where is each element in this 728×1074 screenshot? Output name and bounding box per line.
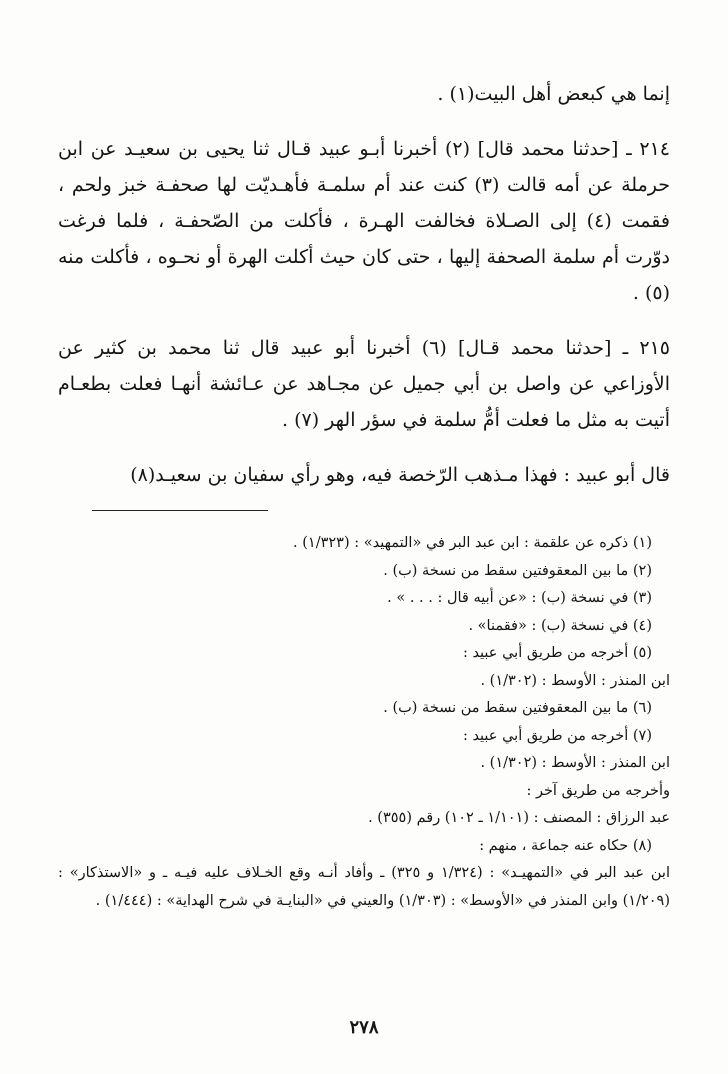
footnotes [58, 530, 670, 915]
footnote-7-source-2: عبد الرزاق : المصنف : (١/١٠١ ـ ١٠٢) رقم (٣٥٥) . [368, 810, 670, 826]
page-number: ٢٧٨ [349, 1017, 379, 1038]
main-text [58, 76, 670, 512]
footnote-7-source: ابن المنذر : الأوسط : (١/٣٠٢) . [480, 755, 670, 771]
paragraph-215: ٢١٥ ـ [حدثنا محمد قـال] (٦) أخبرنا أبو عبيد قال ثنا محمد بن كثير عن الأوزاعي عن واصل بن أبي جميل عن مجـاهد عن عـائشة أنهـا فعلت بطعـام أتيت به مثل ما فعلت أمُّ سلمة في سؤر الهر (٧) . [58, 337, 670, 431]
footnote-7: (٧) أخرجه من طريق أبي عبيد : [462, 727, 652, 744]
footnote-4: (٤) في نسخة (ب) : «فقمنا» . [468, 617, 652, 634]
paragraph-abu-ubaid: قال أبو عبيد : فهذا مـذهب الرّخصة فيه، وهو رأي سفيان بن سعيـد(٨) [130, 464, 670, 486]
footnote-7-other: وأخرجه من طريق آخر : [526, 782, 670, 799]
footnote-1: (١) ذكره عن علقمة : ابن عبد البر في «التمهيد» : (١/٣٢٣) . [293, 535, 652, 551]
footnote-8: (٨) حكاه عنه جماعة ، منهم : [479, 837, 652, 854]
paragraph-214: ٢١٤ ـ [حدثنا محمد قال] (٢) أخبرنا أبـو عبيد قـال ثنا يحيى بن سعيـد عن ابن حرملة عن أمه قالت (٣) كنت عند أم سلمـة فأهـديّت لها صحفـة خبز ولحم ، فقمت (٤) إلى الصـلاة فخالفت الهـرة ، فأكلت من الصّحفـة ، فلما فرغت دوّرت أم سلمة الصحفة إليها ، حتى كان حيث أكلت الهرة أو نحـوه ، فأكلت منه (٥) . [58, 138, 671, 304]
footnote-8-sources: ابن عبد البر في «التمهيـد» : (١/٣٢٤ و ٣٢٥) ـ وأفاد أنـه وقع الخـلاف عليه فيـه ـ و «الاستذكار» : (١/٢٠٩) وابن المنذر في «الأوسط» : (١/٣٠٣) والعيني في «البنايـة في شرح الهداية» : (١/٤٤٤) . [58, 865, 670, 909]
footnote-2: (٢) ما بين المعقوفتين سقط من نسخة (ب) . [383, 562, 652, 579]
footnote-separator [92, 510, 268, 511]
footnote-5: (٥) أخرجه من طريق أبي عبيد : [462, 645, 652, 661]
footnote-6: (٦) ما بين المعقوفتين سقط من نسخة (ب) . [383, 700, 652, 716]
paragraph-0: إنما هي كبعض أهل البيت(١) . [437, 83, 670, 105]
footnote-5-source: ابن المنذر : الأوسط : (١/٣٠٢) . [480, 672, 670, 689]
footnote-3: (٣) في نسخة (ب) : «عن أبيه قال : . . . » . [387, 590, 652, 606]
